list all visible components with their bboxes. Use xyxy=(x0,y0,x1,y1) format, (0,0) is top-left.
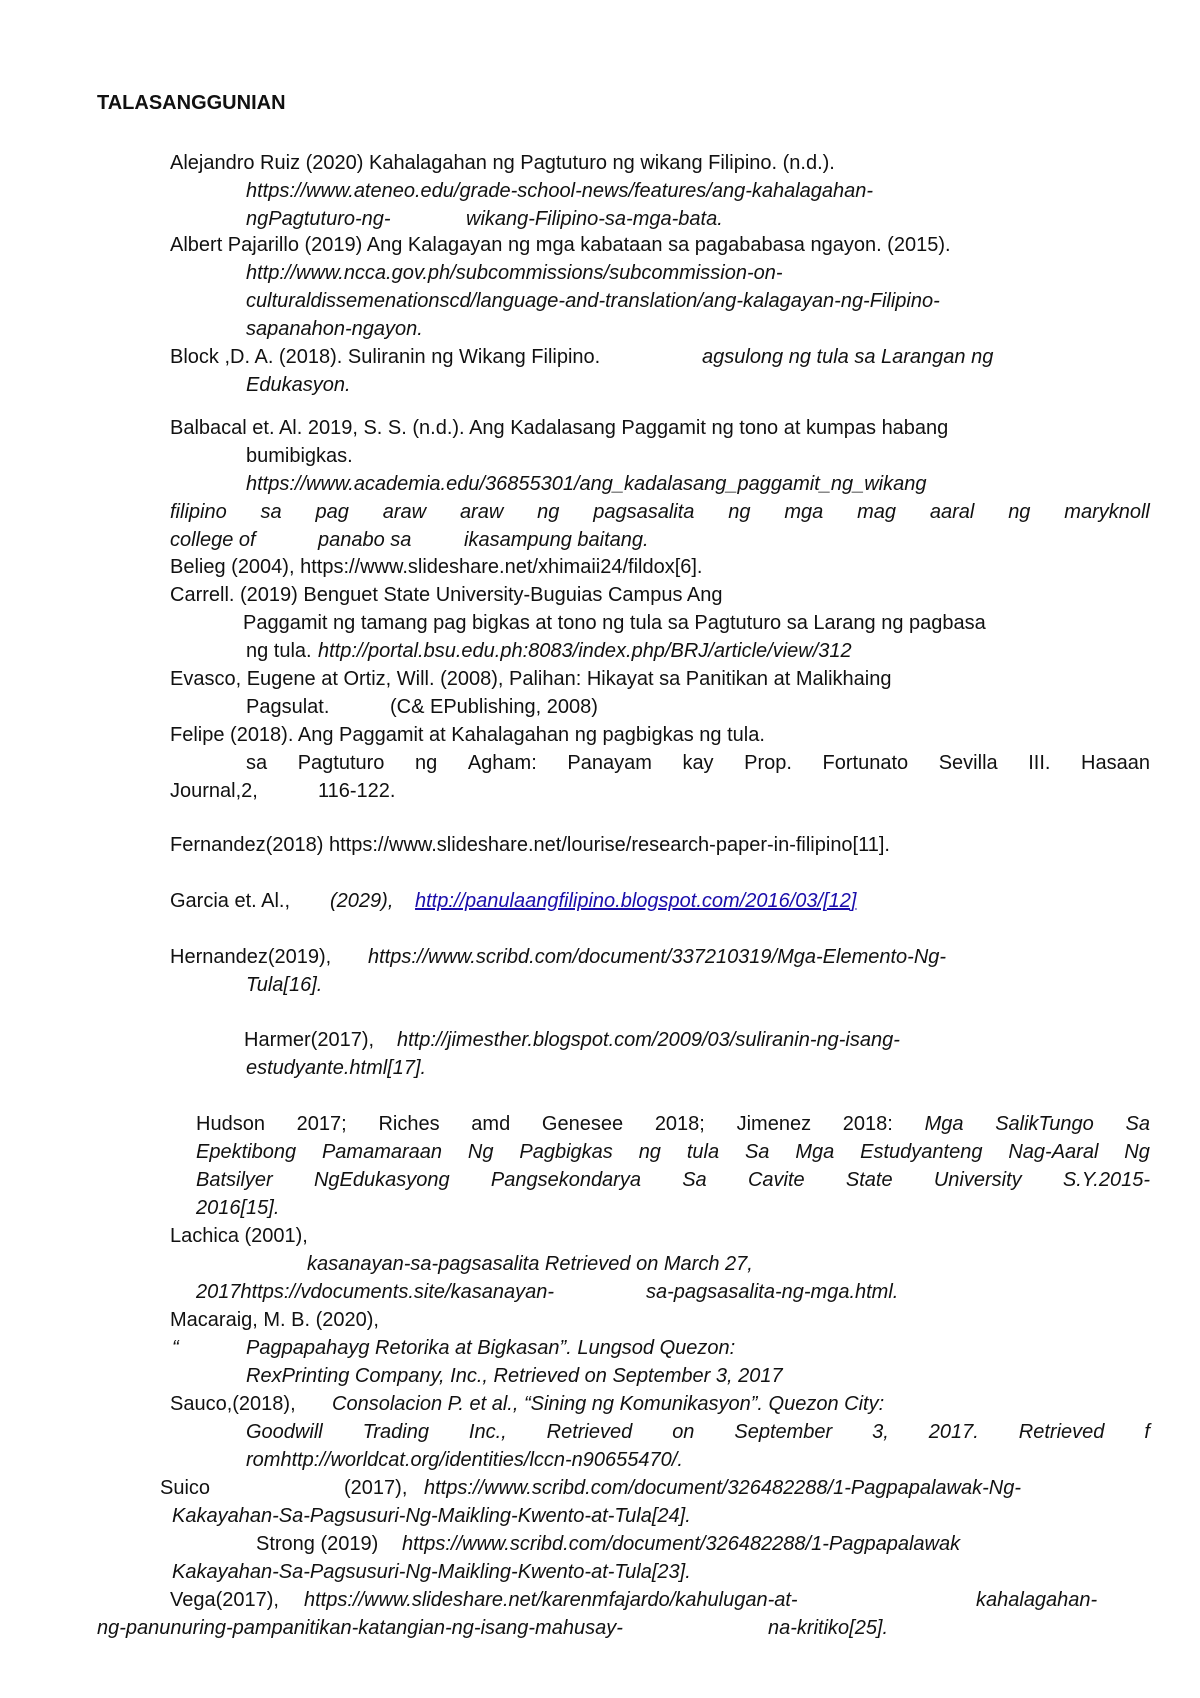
word: Ng xyxy=(1124,1141,1150,1163)
reference-line: Balbacal et. Al. 2019, S. S. (n.d.). Ang Kadalasang Paggamit ng tono at kumpas habang xyxy=(170,417,949,439)
word: Pangsekondarya xyxy=(490,1169,641,1191)
reference-url: sapanahon-ngayon. xyxy=(246,318,423,340)
reference-line: Lachica (2001), xyxy=(170,1225,308,1247)
reference-url: https://www.scribd.com/document/326482288/1-Pagpapalawak xyxy=(402,1533,961,1555)
reference-justified-line xyxy=(196,1170,1150,1190)
word: Hasaan xyxy=(1081,752,1150,774)
reference-url: culturaldissemenationscd/language-and-translation/ang-kalagayan-ng-Filipino- xyxy=(246,290,940,312)
reference-line: Carrell. (2019) Benguet State University-Buguias Campus Ang xyxy=(170,584,723,606)
reference-line: Block ,D. A. (2018). Suliranin ng Wikang Filipino. xyxy=(170,346,601,368)
reference-quote-mark: “ xyxy=(172,1337,179,1359)
word: 2017; xyxy=(296,1113,347,1135)
word: pag xyxy=(315,501,349,523)
word: Jimenez xyxy=(736,1113,812,1135)
word: September xyxy=(734,1421,833,1443)
reference-justified-line xyxy=(246,753,1150,773)
reference-url: http://portal.bsu.edu.ph:8083/index.php/BRJ/article/view/312 xyxy=(318,640,852,662)
reference-line: Hernandez(2019), xyxy=(170,946,332,968)
reference-url: romhttp://worldcat.org/identities/lccn-n90655470/. xyxy=(246,1449,683,1471)
word: mag xyxy=(857,501,897,523)
word: Pamamaraan xyxy=(321,1141,443,1163)
word: Mga xyxy=(795,1141,835,1163)
word: Cavite xyxy=(747,1169,805,1191)
word: aaral xyxy=(929,501,975,523)
word: Sevilla xyxy=(938,752,998,774)
word: Ng xyxy=(467,1141,494,1163)
word: filipino xyxy=(170,501,227,523)
word: S.Y.2015- xyxy=(1062,1169,1150,1191)
word: amd xyxy=(471,1113,511,1135)
word: on xyxy=(672,1421,695,1443)
reference-url: http://www.ncca.gov.ph/subcommissions/subcommission-on- xyxy=(246,262,783,284)
reference-line: bumibigkas. xyxy=(246,445,353,467)
word: Pagbigkas xyxy=(519,1141,613,1163)
word: Fortunato xyxy=(822,752,909,774)
reference-line: Macaraig, M. B. (2020), xyxy=(170,1309,379,1331)
reference-url: https://www.academia.edu/36855301/ang_kadalasang_paggamit_ng_wikang xyxy=(246,473,927,495)
word: Sa xyxy=(1125,1113,1150,1135)
reference-url: http://jimesther.blogspot.com/2009/03/suliranin-ng-isang- xyxy=(397,1029,900,1051)
reference-url: Kakayahan-Sa-Pagsusuri-Ng-Maikling-Kwento-at-Tula[24]. xyxy=(172,1505,691,1527)
reference-line: Garcia et. Al., xyxy=(170,890,291,912)
word: f xyxy=(1144,1421,1150,1443)
reference-justified-line xyxy=(196,1142,1150,1162)
word: State xyxy=(845,1169,893,1191)
reference-justified-line xyxy=(170,502,1150,522)
word: University xyxy=(933,1169,1022,1191)
reference-url: Tula[16]. xyxy=(246,974,323,996)
reference-title: agsulong ng tula sa Larangan ng xyxy=(702,346,994,368)
word: 2018; xyxy=(654,1113,705,1135)
word: sa xyxy=(246,752,268,774)
reference-title: Pagpapahayg Retorika at Bigkasan”. Lungsod Quezon: xyxy=(246,1337,736,1359)
word: Inc., xyxy=(468,1421,507,1443)
page-heading: TALASANGGUNIAN xyxy=(97,92,286,114)
word: Trading xyxy=(362,1421,429,1443)
reference-url: ngPagtuturo-ng- xyxy=(246,208,391,230)
word: Pagtuturo xyxy=(297,752,385,774)
word: NgEdukasyong xyxy=(313,1169,450,1191)
reference-line: Sauco,(2018), xyxy=(170,1393,296,1415)
reference-link[interactable]: http://panulaangfilipino.blogspot.com/2016/03/[12] xyxy=(415,890,857,912)
word: ng xyxy=(728,501,751,523)
word: maryknoll xyxy=(1064,501,1150,523)
reference-line: 2016[15]. xyxy=(196,1197,280,1219)
word: Goodwill xyxy=(246,1421,323,1443)
reference-url: na-kritiko[25]. xyxy=(768,1617,889,1639)
reference-belieg: Belieg (2004), https://www.slideshare.net/xhimaii24/fildox[6]. xyxy=(170,556,703,578)
word: Sa xyxy=(744,1141,770,1163)
reference-line: Alejandro Ruiz (2020) Kahalagahan ng Pagtuturo ng wikang Filipino. (n.d.). xyxy=(170,152,835,174)
word: Prop. xyxy=(744,752,792,774)
word: Nag-Aaral xyxy=(1008,1141,1099,1163)
word: araw xyxy=(459,501,504,523)
reference-fernandez: Fernandez(2018) https://www.slideshare.net/lourise/research-paper-in-filipino[11]. xyxy=(170,834,890,856)
reference-line: Journal,2, xyxy=(170,780,258,802)
word: III. xyxy=(1028,752,1051,774)
reference-url: sa-pagsasalita-ng-mga.html. xyxy=(646,1281,899,1303)
reference-url: 2017https://vdocuments.site/kasanayan- xyxy=(196,1281,554,1303)
reference-line: kasanayan-sa-pagsasalita Retrieved on March 27, xyxy=(307,1253,753,1275)
word: Panayam xyxy=(567,752,652,774)
word: Genesee xyxy=(541,1113,624,1135)
word: ng xyxy=(638,1141,661,1163)
reference-url: https://www.scribd.com/document/326482288/1-Pagpapalawak-Ng- xyxy=(424,1477,1021,1499)
word: Sa xyxy=(682,1169,707,1191)
reference-year: (2029), xyxy=(330,890,394,912)
reference-line: Evasco, Eugene at Ortiz, Will. (2008), Palihan: Hikayat sa Panitikan at Malikhaing xyxy=(170,668,892,690)
reference-line: (C& EPublishing, 2008) xyxy=(390,696,598,718)
word: ng xyxy=(415,752,438,774)
reference-line: Suico xyxy=(160,1477,211,1499)
word: Retrieved xyxy=(1018,1421,1105,1443)
reference-url: wikang-Filipino-sa-mga-bata. xyxy=(466,208,723,230)
reference-url: https://www.slideshare.net/karenmfajardo/kahulugan-at- xyxy=(304,1589,798,1611)
word: Mga xyxy=(924,1113,964,1135)
word: mga xyxy=(784,501,824,523)
word: tula xyxy=(686,1141,720,1163)
word: ng xyxy=(537,501,560,523)
word: Riches xyxy=(378,1113,440,1135)
reference-line: Vega(2017), xyxy=(170,1589,279,1611)
reference-title: panabo sa xyxy=(318,529,412,551)
reference-url: https://www.scribd.com/document/337210319/Mga-Elemento-Ng- xyxy=(368,946,947,968)
reference-title: Consolacion P. et al., “Sining ng Komunikasyon”. Quezon City: xyxy=(332,1393,885,1415)
reference-line: RexPrinting Company, Inc., Retrieved on September 3, 2017 xyxy=(246,1365,783,1387)
word: pagsasalita xyxy=(593,501,695,523)
word: Retrieved xyxy=(546,1421,633,1443)
word: 3, xyxy=(872,1421,889,1443)
reference-line: ng tula. xyxy=(246,640,312,662)
word: araw xyxy=(382,501,427,523)
reference-line: Albert Pajarillo (2019) Ang Kalagayan ng mga kabataan sa pagababasa ngayon. (2015). xyxy=(170,234,951,256)
word: Estudyanteng xyxy=(860,1141,983,1163)
word: Epektibong xyxy=(196,1141,297,1163)
reference-justified-line xyxy=(196,1114,1150,1134)
reference-line: Harmer(2017), xyxy=(244,1029,375,1051)
word: kay xyxy=(682,752,714,774)
word: Hudson xyxy=(196,1113,265,1135)
reference-line: Felipe (2018). Ang Paggamit at Kahalagahan ng pagbigkas ng tula. xyxy=(170,724,765,746)
reference-line: Strong (2019) xyxy=(256,1533,379,1555)
reference-url: Kakayahan-Sa-Pagsusuri-Ng-Maikling-Kwento-at-Tula[23]. xyxy=(172,1561,691,1583)
word: Batsilyer xyxy=(196,1169,273,1191)
reference-line: 116-122. xyxy=(318,780,396,802)
word: sa xyxy=(260,501,282,523)
reference-url: ng-panunuring-pampanitikan-katangian-ng-isang-mahusay- xyxy=(97,1617,623,1639)
reference-url: kahalagahan- xyxy=(976,1589,1098,1611)
reference-title: college of xyxy=(170,529,256,551)
reference-line: Paggamit ng tamang pag bigkas at tono ng tula sa Pagtuturo sa Larang ng pagbasa xyxy=(243,612,986,634)
reference-title: Edukasyon. xyxy=(246,374,351,396)
reference-url: https://www.ateneo.edu/grade-school-news/features/ang-kahalagahan- xyxy=(246,180,874,202)
word: SalikTungo xyxy=(995,1113,1094,1135)
word: ng xyxy=(1008,501,1031,523)
word: 2017. xyxy=(928,1421,979,1443)
word: 2018: xyxy=(842,1113,893,1135)
reference-title: ikasampung baitang. xyxy=(464,529,649,551)
word: Agham: xyxy=(467,752,537,774)
reference-line: Pagsulat. xyxy=(246,696,330,718)
reference-url: estudyante.html[17]. xyxy=(246,1057,427,1079)
reference-line: (2017), xyxy=(344,1477,408,1499)
reference-justified-line xyxy=(246,1422,1150,1442)
